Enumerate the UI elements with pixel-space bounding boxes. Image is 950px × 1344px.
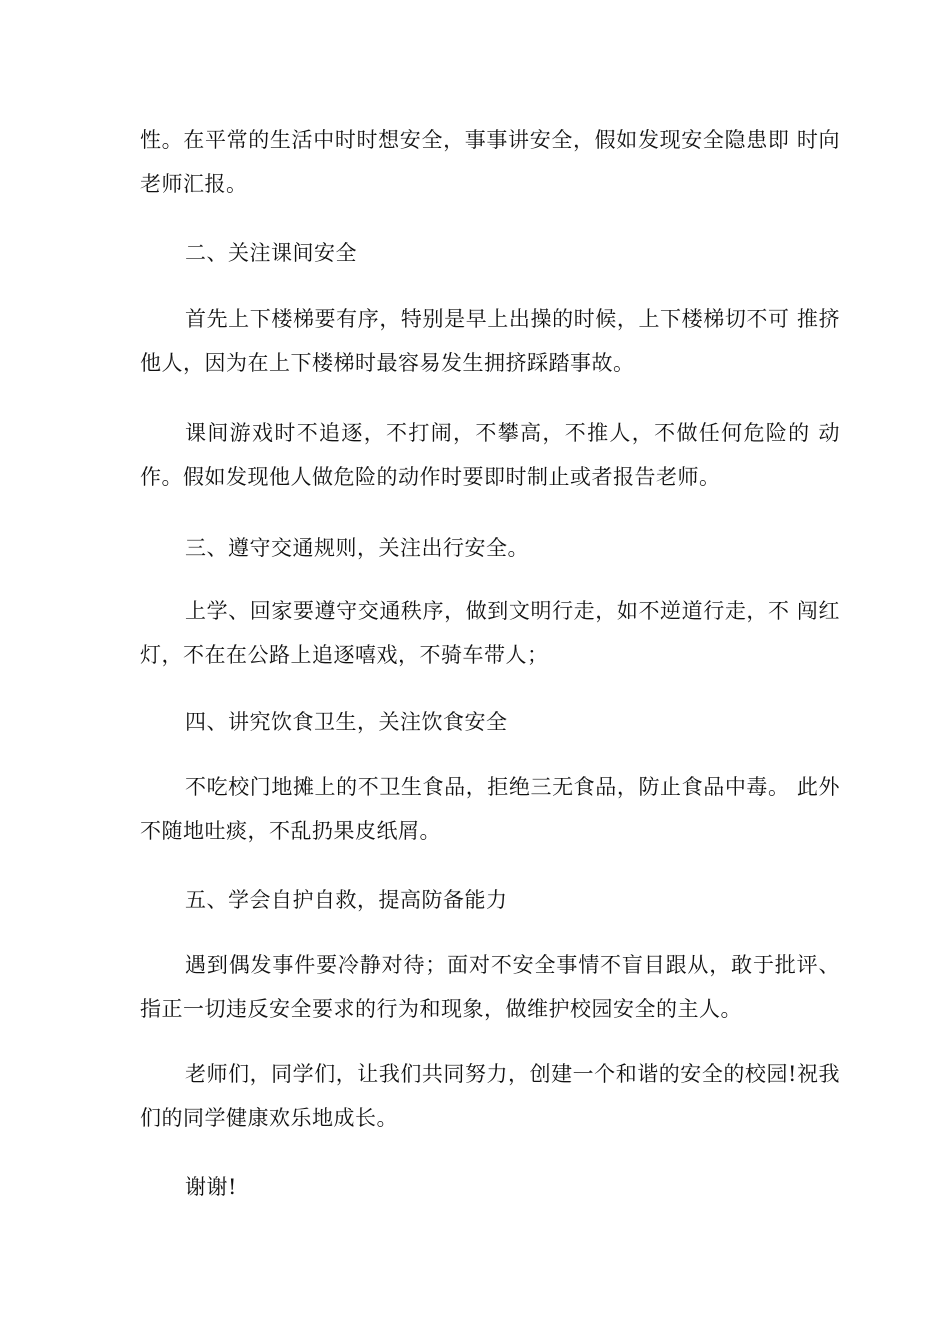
body-paragraph: 性。在平常的生活中时时想安全，事事讲安全，假如发现安全隐患即 时向老师汇报。: [140, 128, 840, 196]
body-paragraph: 课间游戏时不追逐，不打闹，不攀高，不推人，不做任何危险的 动作。假如发现他人做危险的动作时要即时制止或者报告老师。: [140, 421, 840, 489]
body-paragraph: 不吃校门地摊上的不卫生食品，拒绝三无食品，防止食品中毒。 此外不随地吐痰，不乱扔果皮纸屑。: [140, 775, 840, 843]
section-heading: 五、学会自护自救，提高防备能力: [185, 888, 508, 912]
section-heading: 三、遵守交通规则，关注出行安全。: [185, 536, 529, 560]
section-heading: 二、关注课间安全: [185, 241, 357, 265]
body-paragraph: 遇到偶发事件要冷静对待；面对不安全事情不盲目跟从，敢于批评、指正一切违反安全要求的行为和现象，做维护校园安全的主人。: [140, 953, 840, 1021]
thanks-line: 谢谢!: [185, 1175, 237, 1199]
closing-paragraph: 老师们，同学们，让我们共同努力，创建一个和谐的安全的校园!祝我们的同学健康欢乐地成长。: [140, 1062, 840, 1130]
body-paragraph: 首先上下楼梯要有序，特别是早上出操的时候，上下楼梯切不可 推挤他人，因为在上下楼梯时最容易发生拥挤踩踏事故。: [140, 307, 840, 375]
body-paragraph: 上学、回家要遵守交通秩序，做到文明行走，如不逆道行走，不 闯红灯，不在在公路上追逐嘻戏，不骑车带人；: [140, 599, 840, 667]
section-heading: 四、讲究饮食卫生，关注饮食安全: [185, 710, 508, 734]
